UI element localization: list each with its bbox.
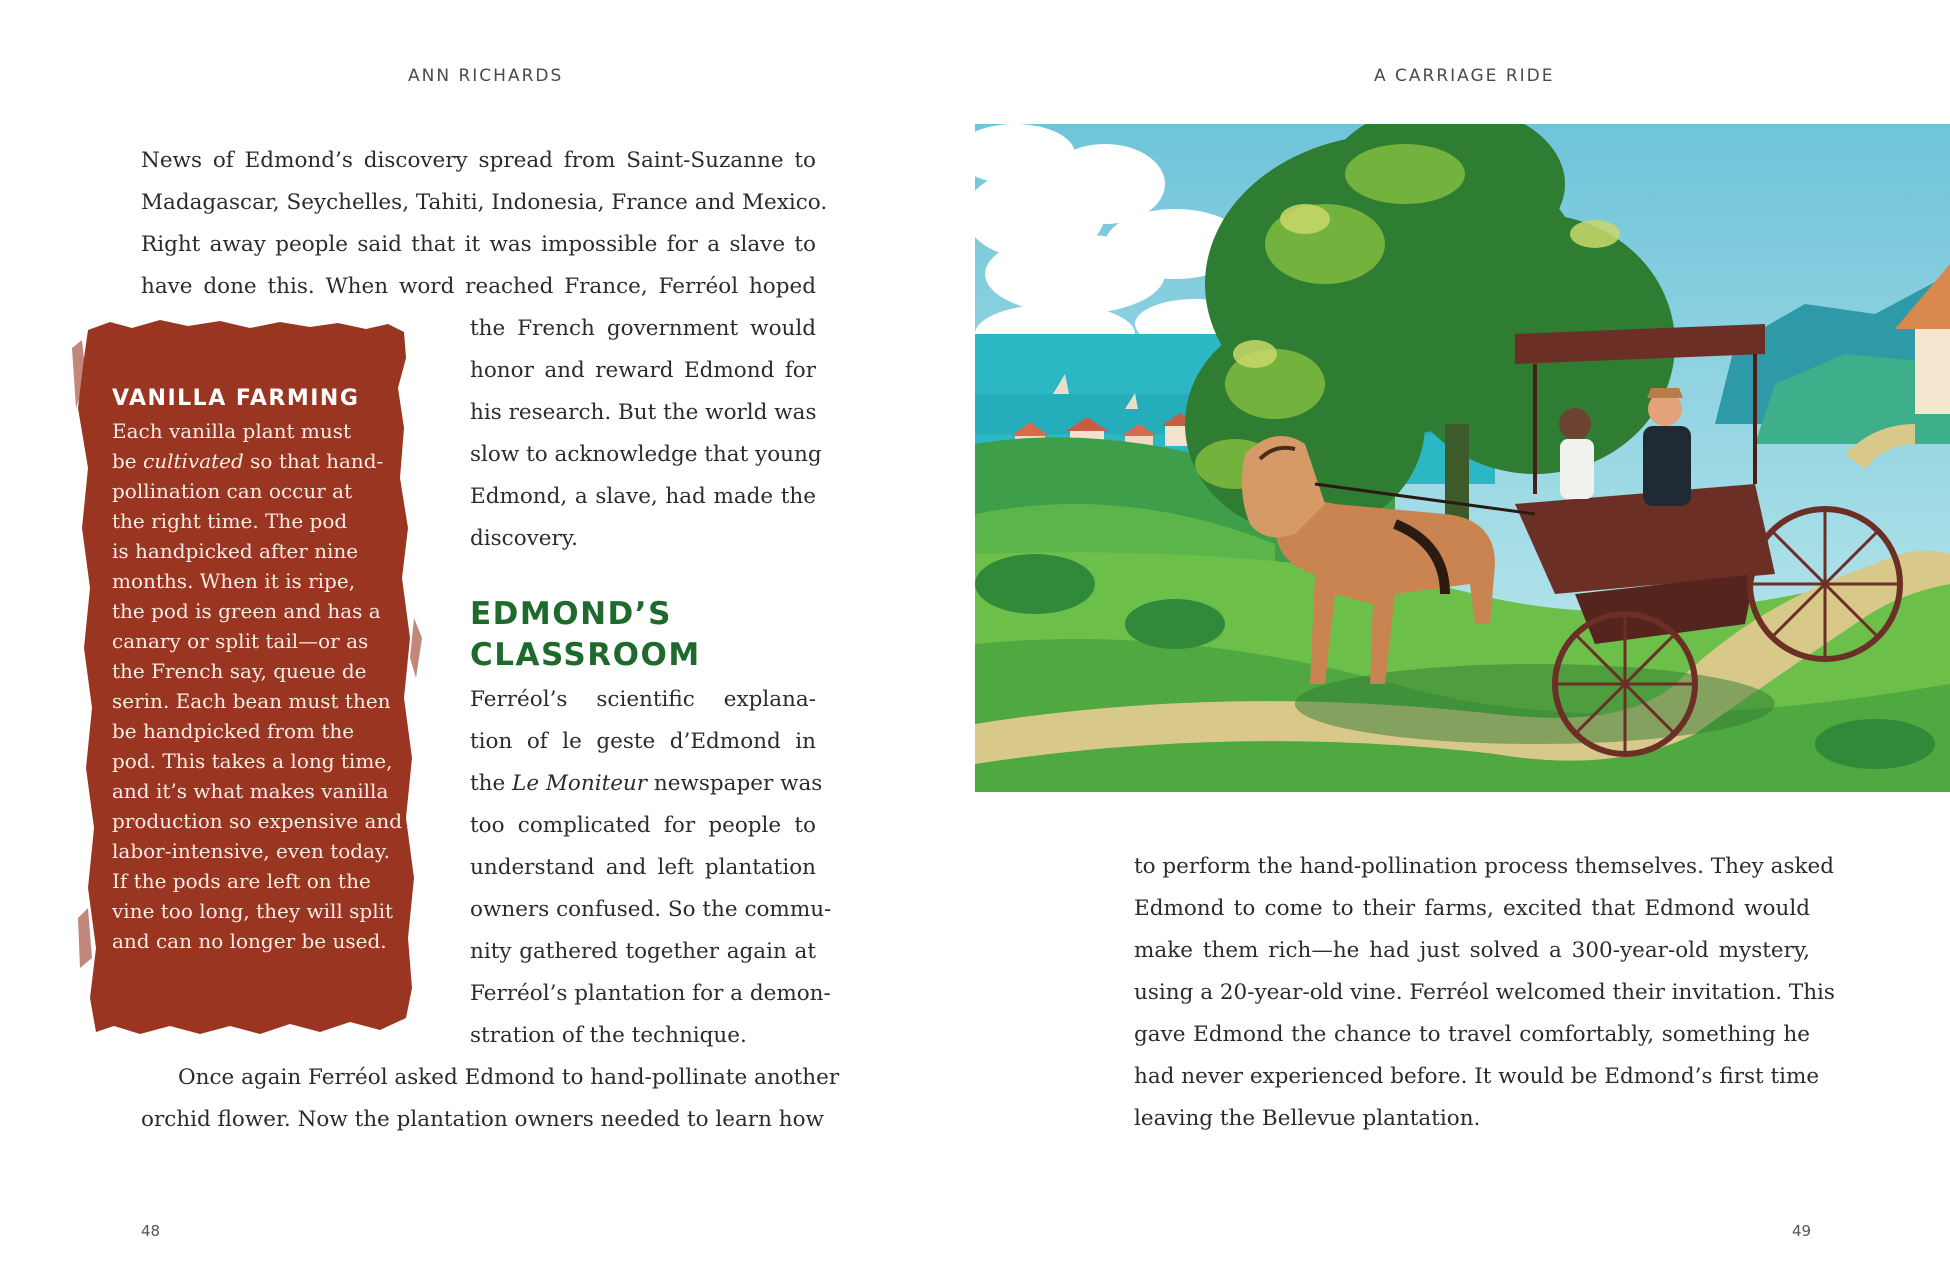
body-line: nity gathered together again at	[470, 939, 816, 964]
running-head-right: A CARRIAGE RIDE	[1374, 66, 1555, 86]
body-line: leaving the Bellevue plantation.	[1134, 1106, 1481, 1131]
sidebar-line: If the pods are left on the	[112, 869, 371, 893]
sidebar-line: the pod is green and has a	[112, 599, 381, 623]
sidebar-line: Each vanilla plant must	[112, 419, 352, 443]
sidebar-line: pollination can occur at	[112, 479, 353, 503]
sidebar-line: pod. This takes a long time,	[112, 749, 393, 773]
emphasis-cultivated: cultivated	[143, 449, 244, 473]
sidebar-line: be handpicked from the	[112, 719, 355, 743]
body-line: using a 20-year-old vine. Ferréol welcomed their invitation. This	[1134, 980, 1835, 1005]
body-line: News of Edmond’s discovery spread from Saint-Suzanne to	[141, 148, 816, 173]
body-line: Edmond, a slave, had made the	[470, 484, 816, 509]
body-line: too complicated for people to	[470, 813, 816, 838]
sidebar-line: vine too long, they will split	[112, 899, 394, 923]
body-line: discovery.	[470, 526, 578, 551]
sidebar-line: be cultivated so that hand-	[112, 449, 384, 473]
body-line: Madagascar, Seychelles, Tahiti, Indonesia, France and Mexico.	[141, 190, 828, 215]
body-line: understand and left plantation	[470, 855, 816, 880]
sidebar-line: the French say, queue de	[112, 659, 367, 683]
body-line: have done this. When word reached France, Ferréol hoped	[141, 274, 816, 299]
body-line: had never experienced before. It would be Edmond’s first time	[1134, 1064, 1820, 1089]
sidebar-line: the right time. The pod	[112, 509, 348, 533]
body-line: the French government would	[470, 316, 816, 341]
body-line: make them rich—he had just solved a 300-year-old mystery,	[1134, 938, 1810, 963]
page-number-left: 48	[141, 1222, 161, 1240]
body-line: to perform the hand-pollination process themselves. They asked	[1134, 854, 1835, 879]
sidebar-line: serin. Each bean must then	[112, 689, 391, 713]
section-heading-line1: EDMOND’S	[470, 596, 672, 632]
body-line: the Le Moniteur newspaper was	[470, 771, 823, 796]
emphasis-newspaper: Le Moniteur	[512, 771, 648, 796]
sidebar-line: canary or split tail—or as	[112, 629, 369, 653]
body-line: Edmond to come to their farms, excited that Edmond would	[1134, 896, 1810, 921]
body-line: Ferréol’s scientific explana-	[470, 687, 816, 712]
section-heading-line2: CLASSROOM	[470, 637, 701, 673]
sidebar-line: and can no longer be used.	[112, 929, 387, 953]
body-line: his research. But the world was	[470, 400, 817, 425]
sidebar-line: labor-intensive, even today.	[112, 839, 391, 863]
body-line: gave Edmond the chance to travel comfortably, something he	[1134, 1022, 1810, 1047]
sidebar-line: months. When it is ripe,	[112, 569, 356, 593]
body-line: stration of the technique.	[470, 1023, 747, 1048]
body-line: honor and reward Edmond for	[470, 358, 816, 383]
body-line: Once again Ferréol asked Edmond to hand-pollinate another	[178, 1065, 840, 1090]
body-line: orchid flower. Now the plantation owners needed to learn how	[141, 1107, 824, 1132]
sidebar-line: production so expensive and	[112, 809, 403, 833]
sidebar-line: is handpicked after nine	[112, 539, 359, 563]
running-head-left: ANN RICHARDS	[408, 66, 564, 86]
body-line: owners confused. So the commu-	[470, 897, 832, 922]
sidebar-line: and it’s what makes vanilla	[112, 779, 389, 803]
body-line: slow to acknowledge that young	[470, 442, 822, 467]
body-line: tion of le geste d’Edmond in	[470, 729, 816, 754]
body-line: Right away people said that it was impossible for a slave to	[141, 232, 816, 257]
carriage-ride-illustration	[975, 124, 1950, 792]
body-line: Ferréol’s plantation for a demon-	[470, 981, 831, 1006]
page-number-right: 49	[1792, 1222, 1812, 1240]
sidebar-title: VANILLA FARMING	[112, 386, 360, 411]
